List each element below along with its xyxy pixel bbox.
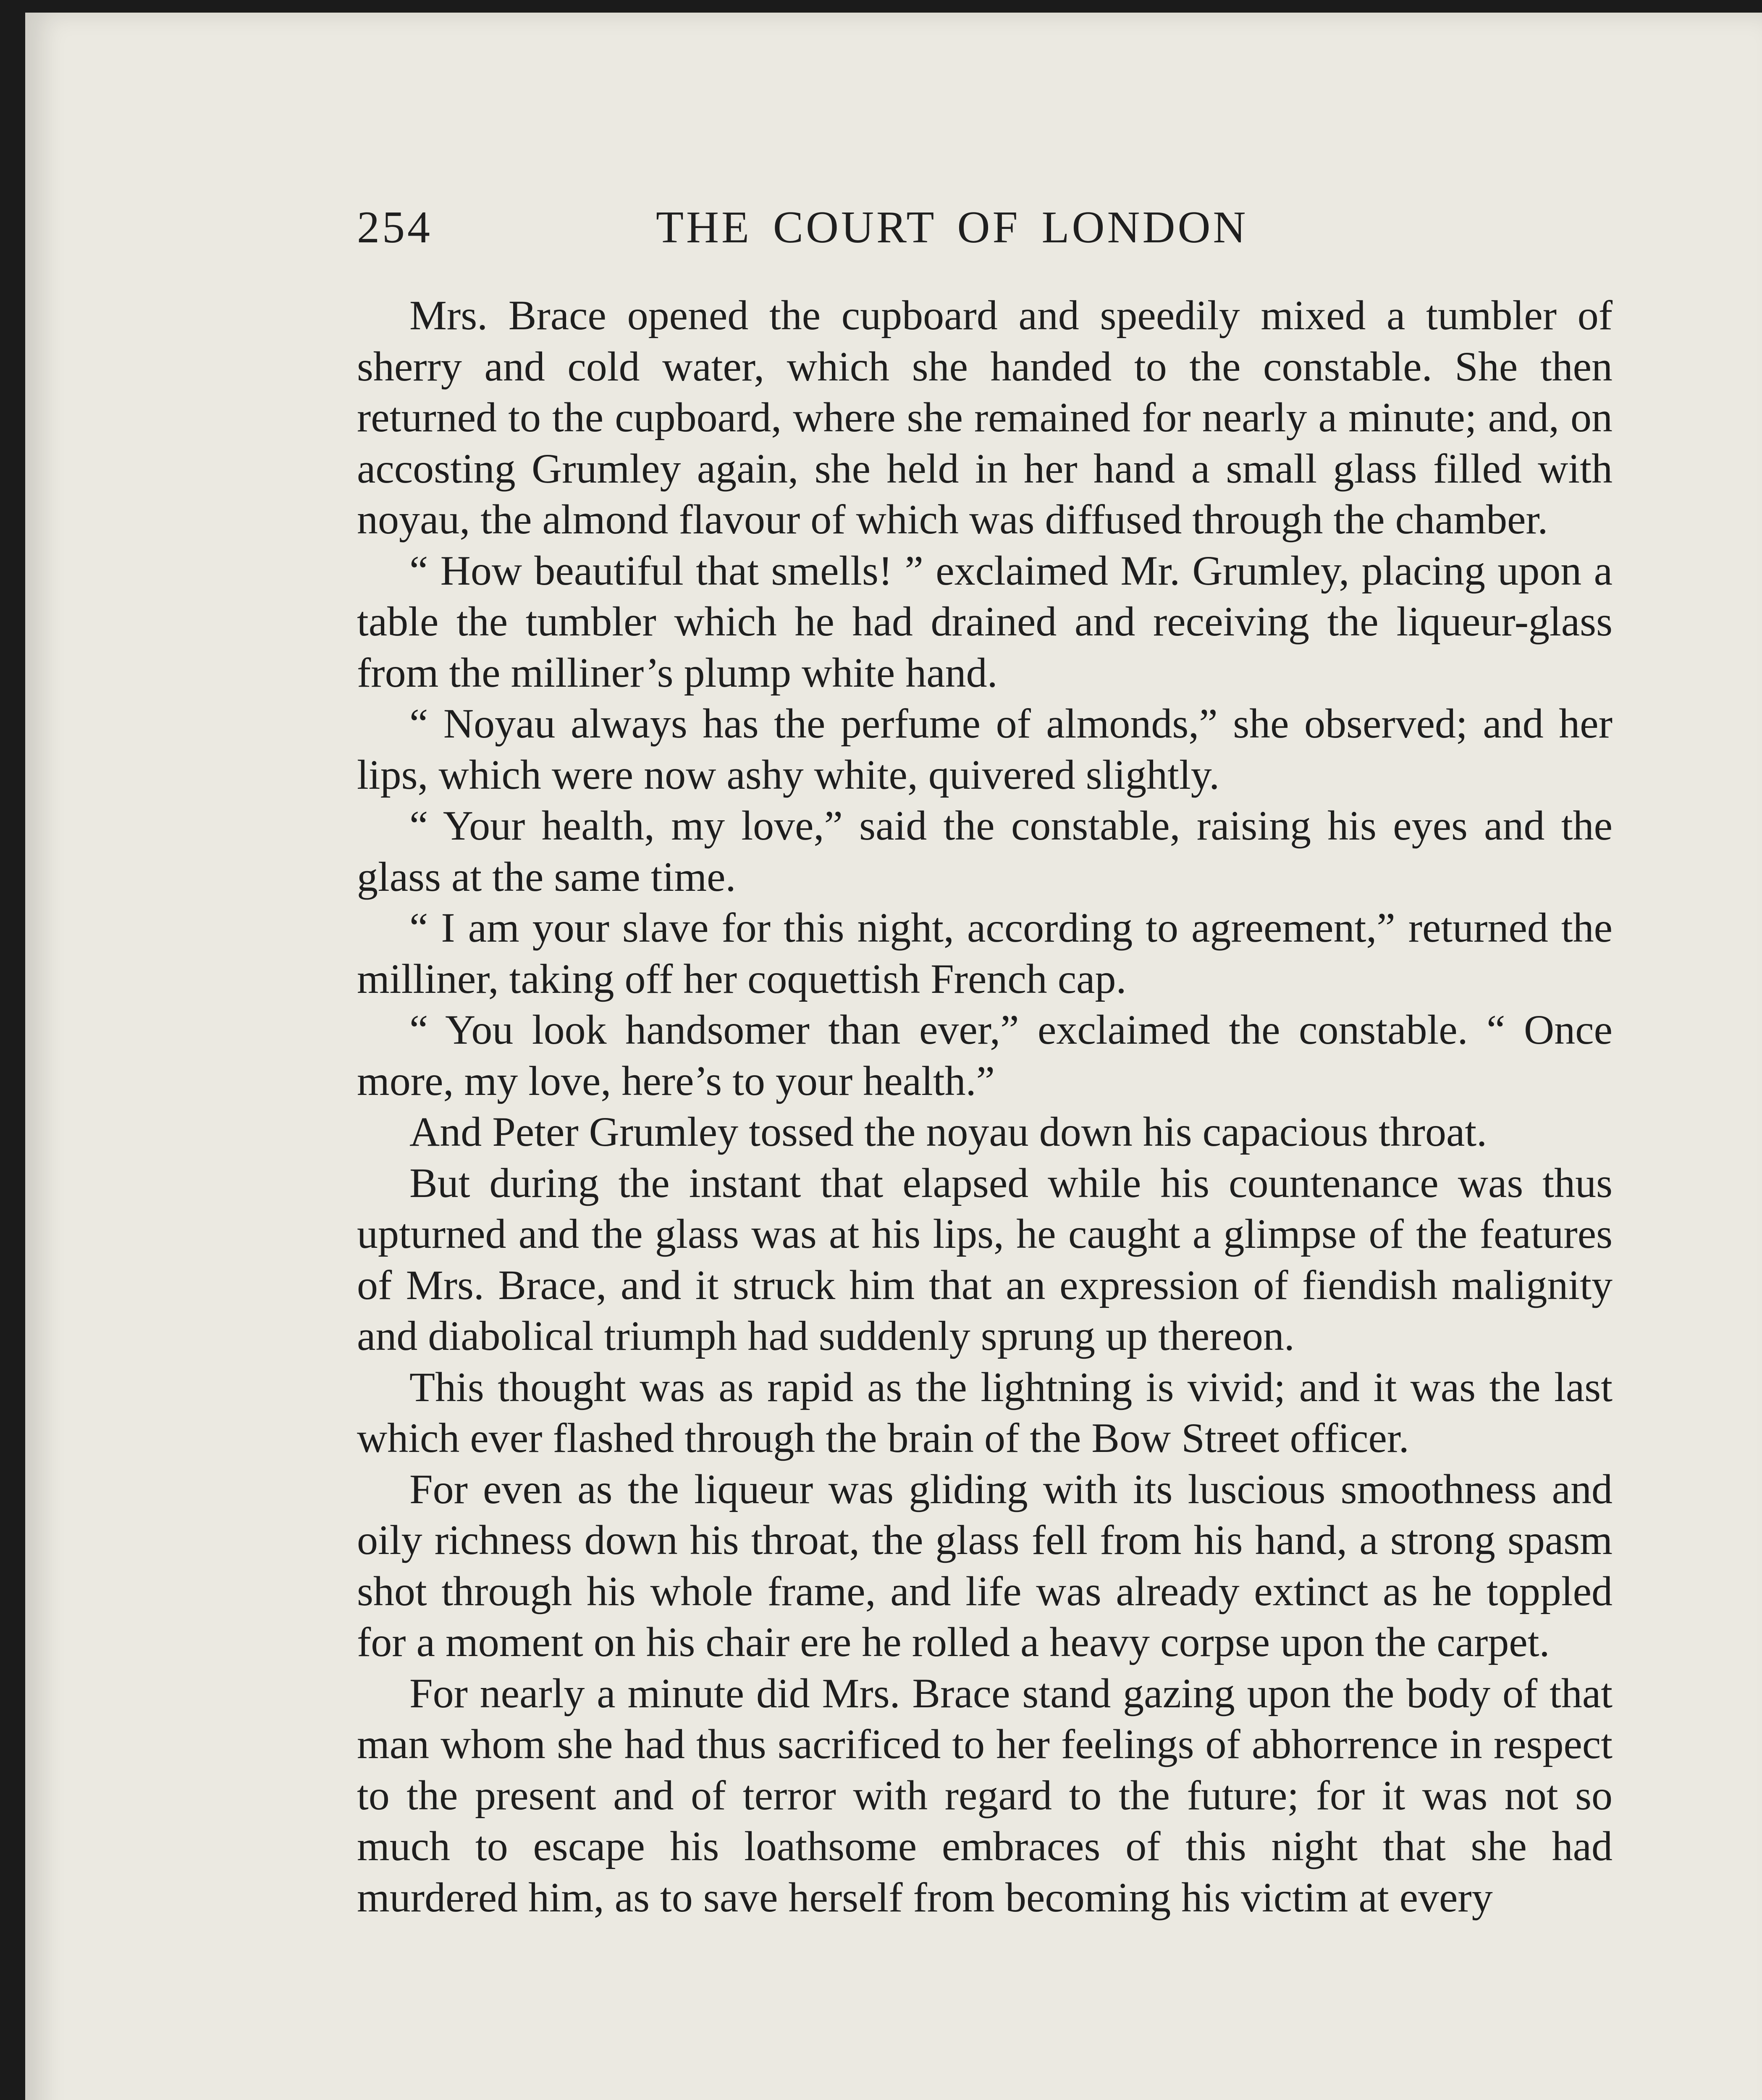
- paragraph: “ Your health, my love,” said the constable, raising his eyes and the glass at the same time.: [357, 802, 1613, 900]
- page-body: [357, 290, 1613, 1923]
- paragraph: “ How beautiful that smells! ” exclaimed Mr. Grumley, placing upon a table the tumbler which he had drained and receiving the liqueur-glass from the milliner’s plump white hand.: [357, 547, 1613, 696]
- paragraph: For even as the liqueur was gliding with its luscious smoothness and oily richness down his throat, the glass fell from his hand, a strong spasm shot through his whole frame, and life was already extinct as he toppled for a moment on his chair ere he rolled a heavy corpse upon the carpet.: [357, 1465, 1613, 1665]
- page-header: [357, 202, 1613, 256]
- page-number: 254: [357, 202, 433, 252]
- paragraph: And Peter Grumley tossed the noyau down his capacious throat.: [409, 1108, 1487, 1155]
- paragraph: Mrs. Brace opened the cupboard and speedily mixed a tumbler of sherry and cold water, which she handed to the constable. She then returned to the cupboard, where she remained for nearly a minute; and, on accosting Grumley again, she held in her hand a small glass filled with noyau, the almond flavour of which was diffused through the chamber.: [357, 292, 1613, 543]
- paragraph: “ Noyau always has the perfume of almonds,” she observed; and her lips, which were now ashy white, quivered slightly.: [357, 700, 1613, 798]
- book-page: [25, 13, 1762, 2100]
- paragraph: This thought was as rapid as the lightning is vivid; and it was the last which ever flashed through the brain of the Bow Street officer.: [357, 1363, 1613, 1461]
- paragraph: “ I am your slave for this night, according to agreement,” returned the milliner, taking off her coquettish French cap.: [357, 904, 1613, 1002]
- paragraph: For nearly a minute did Mrs. Brace stand gazing upon the body of that man whom she had thus sacrificed to her feelings of abhorrence in respect to the present and of terror with regard to the future; for it was not so much to escape his loathsome embraces of this night that she had murdered him, as to save herself from becoming his victim at every: [357, 1670, 1613, 1921]
- running-title: THE COURT OF LONDON: [656, 202, 1248, 252]
- paragraph: But during the instant that elapsed while his countenance was thus upturned and the glass was at his lips, he caught a glimpse of the features of Mrs. Brace, and it struck him that an expression of fiendish malignity and diabolical triumph had suddenly sprung up thereon.: [357, 1159, 1613, 1359]
- paragraph: “ You look handsomer than ever,” exclaimed the constable. “ Once more, my love, here’s to your health.”: [357, 1006, 1613, 1104]
